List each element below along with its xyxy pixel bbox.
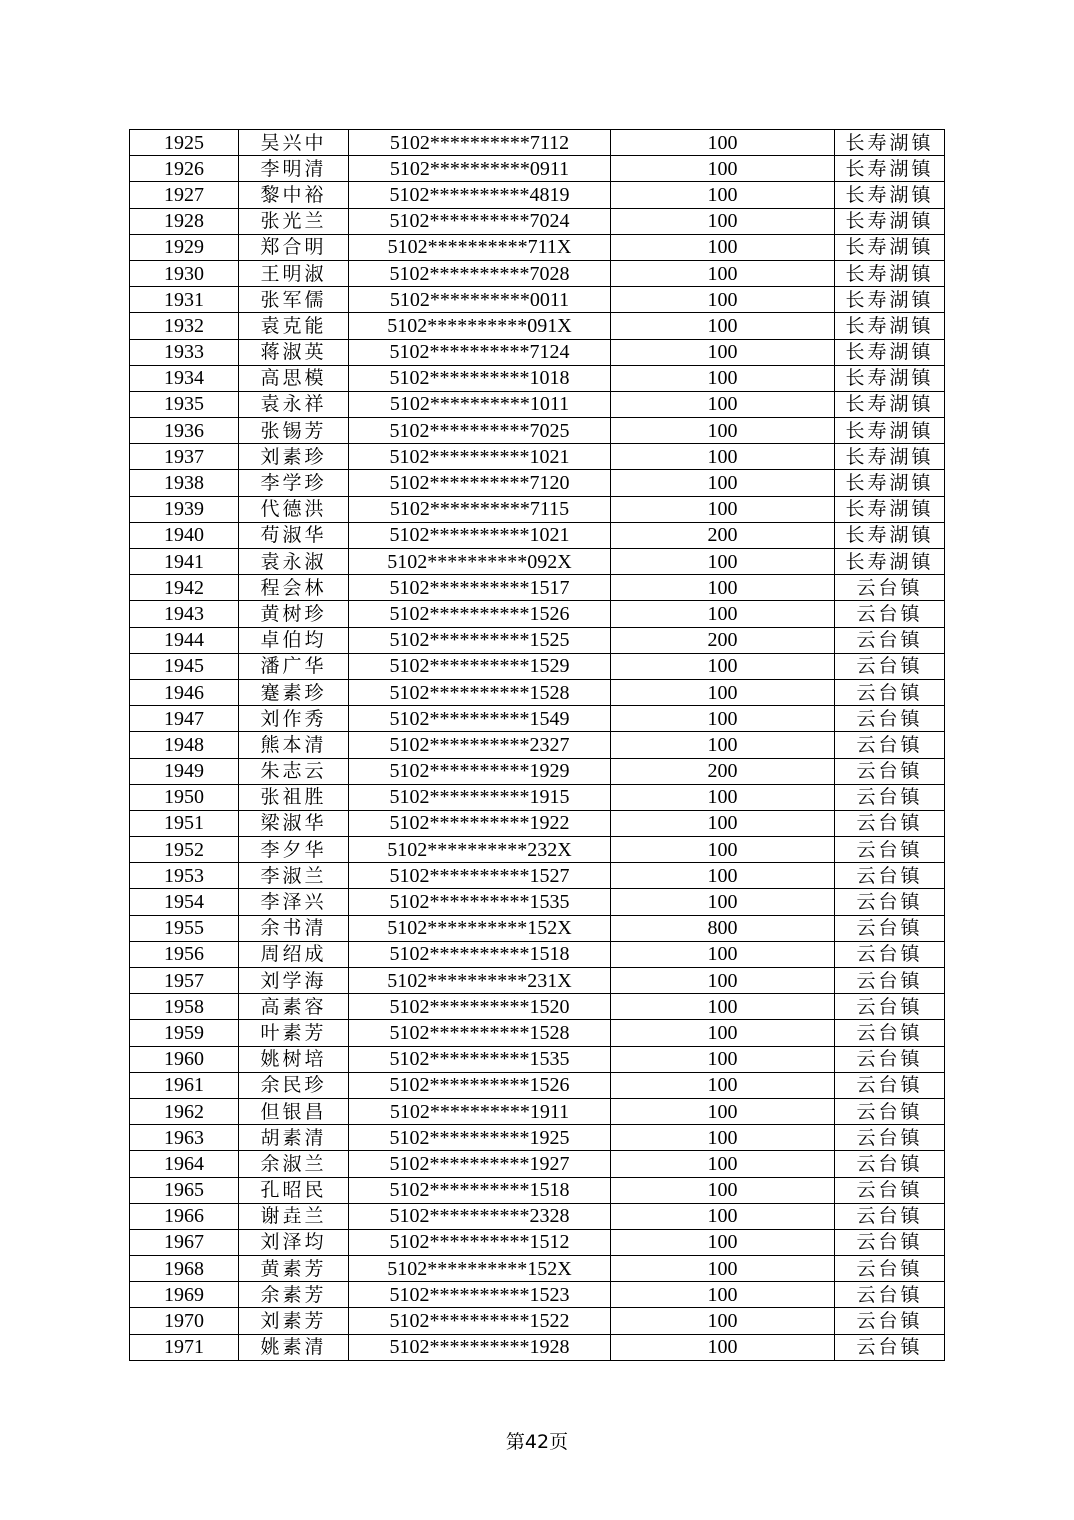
id-number-cell: 5102**********1529 <box>349 653 611 679</box>
name-cell: 张军儒 <box>239 287 349 313</box>
table-row <box>130 444 945 470</box>
table-row <box>130 994 945 1020</box>
table-body <box>130 130 945 1361</box>
id-number-cell: 5102**********1528 <box>349 679 611 705</box>
id-number-cell: 5102**********711X <box>349 234 611 260</box>
amount-cell: 100 <box>611 837 835 863</box>
amount-cell: 100 <box>611 1125 835 1151</box>
town-cell: 云台镇 <box>835 732 945 758</box>
name-cell: 熊本清 <box>239 732 349 758</box>
name-cell: 李夕华 <box>239 837 349 863</box>
town-cell: 长寿湖镇 <box>835 365 945 391</box>
table-row <box>130 1282 945 1308</box>
id-number-cell: 5102**********1911 <box>349 1098 611 1124</box>
name-cell: 余民珍 <box>239 1072 349 1098</box>
id-number-cell: 5102**********1011 <box>349 391 611 417</box>
serial-number-cell: 1950 <box>130 784 239 810</box>
serial-number-cell: 1959 <box>130 1020 239 1046</box>
name-cell: 蒋淑英 <box>239 339 349 365</box>
town-cell: 长寿湖镇 <box>835 339 945 365</box>
amount-cell: 100 <box>611 365 835 391</box>
table-row <box>130 1334 945 1360</box>
town-cell: 云台镇 <box>835 1177 945 1203</box>
town-cell: 云台镇 <box>835 915 945 941</box>
id-number-cell: 5102**********1517 <box>349 575 611 601</box>
town-cell: 云台镇 <box>835 889 945 915</box>
id-number-cell: 5102**********1520 <box>349 994 611 1020</box>
id-number-cell: 5102**********1512 <box>349 1229 611 1255</box>
id-number-cell: 5102**********092X <box>349 549 611 575</box>
table-row <box>130 653 945 679</box>
table-row <box>130 810 945 836</box>
name-cell: 李淑兰 <box>239 863 349 889</box>
amount-cell: 200 <box>611 522 835 548</box>
town-cell: 云台镇 <box>835 601 945 627</box>
town-cell: 长寿湖镇 <box>835 287 945 313</box>
serial-number-cell: 1946 <box>130 679 239 705</box>
recipient-table <box>129 129 945 1361</box>
name-cell: 但银昌 <box>239 1098 349 1124</box>
table-row <box>130 1098 945 1124</box>
serial-number-cell: 1933 <box>130 339 239 365</box>
table-row <box>130 260 945 286</box>
table-row <box>130 627 945 653</box>
town-cell: 长寿湖镇 <box>835 418 945 444</box>
serial-number-cell: 1955 <box>130 915 239 941</box>
id-number-cell: 5102**********7025 <box>349 418 611 444</box>
serial-number-cell: 1944 <box>130 627 239 653</box>
name-cell: 李明清 <box>239 156 349 182</box>
table-row <box>130 1125 945 1151</box>
amount-cell: 100 <box>611 1282 835 1308</box>
serial-number-cell: 1954 <box>130 889 239 915</box>
id-number-cell: 5102**********2327 <box>349 732 611 758</box>
name-cell: 代德洪 <box>239 496 349 522</box>
id-number-cell: 5102**********1525 <box>349 627 611 653</box>
id-number-cell: 5102**********232X <box>349 837 611 863</box>
amount-cell: 100 <box>611 182 835 208</box>
serial-number-cell: 1953 <box>130 863 239 889</box>
town-cell: 云台镇 <box>835 1334 945 1360</box>
town-cell: 云台镇 <box>835 1229 945 1255</box>
town-cell: 长寿湖镇 <box>835 182 945 208</box>
name-cell: 王明淑 <box>239 260 349 286</box>
name-cell: 高思模 <box>239 365 349 391</box>
town-cell: 长寿湖镇 <box>835 522 945 548</box>
id-number-cell: 5102**********1021 <box>349 444 611 470</box>
serial-number-cell: 1968 <box>130 1256 239 1282</box>
serial-number-cell: 1970 <box>130 1308 239 1334</box>
amount-cell: 100 <box>611 156 835 182</box>
amount-cell: 100 <box>611 784 835 810</box>
name-cell: 蹇素珍 <box>239 679 349 705</box>
amount-cell: 100 <box>611 1151 835 1177</box>
table-row <box>130 601 945 627</box>
id-number-cell: 5102**********0011 <box>349 287 611 313</box>
amount-cell: 100 <box>611 313 835 339</box>
town-cell: 云台镇 <box>835 1125 945 1151</box>
table-row <box>130 522 945 548</box>
table-row <box>130 837 945 863</box>
table-row <box>130 182 945 208</box>
town-cell: 云台镇 <box>835 679 945 705</box>
name-cell: 袁永淑 <box>239 549 349 575</box>
serial-number-cell: 1947 <box>130 706 239 732</box>
name-cell: 周绍成 <box>239 941 349 967</box>
table-row <box>130 549 945 575</box>
town-cell: 云台镇 <box>835 968 945 994</box>
town-cell: 云台镇 <box>835 1282 945 1308</box>
amount-cell: 100 <box>611 968 835 994</box>
table-row <box>130 1229 945 1255</box>
serial-number-cell: 1936 <box>130 418 239 444</box>
amount-cell: 100 <box>611 810 835 836</box>
id-number-cell: 5102**********091X <box>349 313 611 339</box>
name-cell: 孔昭民 <box>239 1177 349 1203</box>
town-cell: 云台镇 <box>835 863 945 889</box>
id-number-cell: 5102**********1518 <box>349 1177 611 1203</box>
id-number-cell: 5102**********0911 <box>349 156 611 182</box>
serial-number-cell: 1929 <box>130 234 239 260</box>
name-cell: 卓伯均 <box>239 627 349 653</box>
id-number-cell: 5102**********7115 <box>349 496 611 522</box>
id-number-cell: 5102**********1549 <box>349 706 611 732</box>
name-cell: 吴兴中 <box>239 130 349 156</box>
amount-cell: 100 <box>611 1334 835 1360</box>
town-cell: 长寿湖镇 <box>835 444 945 470</box>
name-cell: 黎中裕 <box>239 182 349 208</box>
amount-cell: 100 <box>611 732 835 758</box>
id-number-cell: 5102**********231X <box>349 968 611 994</box>
id-number-cell: 5102**********1927 <box>349 1151 611 1177</box>
table-row <box>130 915 945 941</box>
serial-number-cell: 1949 <box>130 758 239 784</box>
amount-cell: 100 <box>611 706 835 732</box>
amount-cell: 100 <box>611 260 835 286</box>
name-cell: 黄树珍 <box>239 601 349 627</box>
table-row <box>130 968 945 994</box>
serial-number-cell: 1963 <box>130 1125 239 1151</box>
table-row <box>130 758 945 784</box>
name-cell: 袁永祥 <box>239 391 349 417</box>
amount-cell: 100 <box>611 1203 835 1229</box>
id-number-cell: 5102**********1527 <box>349 863 611 889</box>
serial-number-cell: 1962 <box>130 1098 239 1124</box>
name-cell: 刘素芳 <box>239 1308 349 1334</box>
name-cell: 张锡芳 <box>239 418 349 444</box>
amount-cell: 100 <box>611 444 835 470</box>
name-cell: 胡素清 <box>239 1125 349 1151</box>
amount-cell: 100 <box>611 234 835 260</box>
id-number-cell: 5102**********7120 <box>349 470 611 496</box>
table-row <box>130 470 945 496</box>
table-row <box>130 1072 945 1098</box>
serial-number-cell: 1952 <box>130 837 239 863</box>
serial-number-cell: 1934 <box>130 365 239 391</box>
town-cell: 云台镇 <box>835 994 945 1020</box>
amount-cell: 100 <box>611 994 835 1020</box>
town-cell: 长寿湖镇 <box>835 496 945 522</box>
serial-number-cell: 1948 <box>130 732 239 758</box>
serial-number-cell: 1961 <box>130 1072 239 1098</box>
table-row <box>130 784 945 810</box>
amount-cell: 100 <box>611 1046 835 1072</box>
serial-number-cell: 1932 <box>130 313 239 339</box>
name-cell: 黄素芳 <box>239 1256 349 1282</box>
name-cell: 余素芳 <box>239 1282 349 1308</box>
serial-number-cell: 1958 <box>130 994 239 1020</box>
serial-number-cell: 1935 <box>130 391 239 417</box>
table-row <box>130 679 945 705</box>
serial-number-cell: 1927 <box>130 182 239 208</box>
id-number-cell: 5102**********1929 <box>349 758 611 784</box>
name-cell: 朱志云 <box>239 758 349 784</box>
amount-cell: 100 <box>611 1308 835 1334</box>
town-cell: 长寿湖镇 <box>835 130 945 156</box>
table-row <box>130 391 945 417</box>
name-cell: 余书清 <box>239 915 349 941</box>
serial-number-cell: 1960 <box>130 1046 239 1072</box>
table-row <box>130 1177 945 1203</box>
amount-cell: 100 <box>611 863 835 889</box>
town-cell: 云台镇 <box>835 627 945 653</box>
id-number-cell: 5102**********1535 <box>349 889 611 915</box>
town-cell: 云台镇 <box>835 575 945 601</box>
name-cell: 郑合明 <box>239 234 349 260</box>
amount-cell: 100 <box>611 889 835 915</box>
serial-number-cell: 1942 <box>130 575 239 601</box>
name-cell: 李泽兴 <box>239 889 349 915</box>
table-row <box>130 1020 945 1046</box>
id-number-cell: 5102**********1522 <box>349 1308 611 1334</box>
town-cell: 云台镇 <box>835 1020 945 1046</box>
amount-cell: 100 <box>611 496 835 522</box>
name-cell: 潘广华 <box>239 653 349 679</box>
serial-number-cell: 1971 <box>130 1334 239 1360</box>
town-cell: 云台镇 <box>835 1046 945 1072</box>
town-cell: 长寿湖镇 <box>835 260 945 286</box>
name-cell: 姚素清 <box>239 1334 349 1360</box>
amount-cell: 100 <box>611 575 835 601</box>
amount-cell: 200 <box>611 758 835 784</box>
name-cell: 苟淑华 <box>239 522 349 548</box>
table-row <box>130 496 945 522</box>
town-cell: 云台镇 <box>835 810 945 836</box>
id-number-cell: 5102**********1526 <box>349 601 611 627</box>
town-cell: 云台镇 <box>835 1203 945 1229</box>
serial-number-cell: 1930 <box>130 260 239 286</box>
table-row <box>130 941 945 967</box>
id-number-cell: 5102**********2328 <box>349 1203 611 1229</box>
id-number-cell: 5102**********1518 <box>349 941 611 967</box>
town-cell: 云台镇 <box>835 653 945 679</box>
table-row <box>130 575 945 601</box>
name-cell: 李学珍 <box>239 470 349 496</box>
amount-cell: 100 <box>611 1256 835 1282</box>
table-row <box>130 1046 945 1072</box>
name-cell: 刘学海 <box>239 968 349 994</box>
id-number-cell: 5102**********152X <box>349 915 611 941</box>
table-row <box>130 1151 945 1177</box>
id-number-cell: 5102**********152X <box>349 1256 611 1282</box>
town-cell: 长寿湖镇 <box>835 313 945 339</box>
table-row <box>130 234 945 260</box>
serial-number-cell: 1937 <box>130 444 239 470</box>
table-row <box>130 287 945 313</box>
table-row <box>130 732 945 758</box>
amount-cell: 100 <box>611 130 835 156</box>
amount-cell: 100 <box>611 1072 835 1098</box>
serial-number-cell: 1956 <box>130 941 239 967</box>
serial-number-cell: 1928 <box>130 208 239 234</box>
table-row <box>130 208 945 234</box>
name-cell: 叶素芳 <box>239 1020 349 1046</box>
town-cell: 长寿湖镇 <box>835 391 945 417</box>
table-row <box>130 889 945 915</box>
town-cell: 云台镇 <box>835 784 945 810</box>
amount-cell: 100 <box>611 1229 835 1255</box>
name-cell: 谢垚兰 <box>239 1203 349 1229</box>
id-number-cell: 5102**********7028 <box>349 260 611 286</box>
id-number-cell: 5102**********1925 <box>349 1125 611 1151</box>
serial-number-cell: 1943 <box>130 601 239 627</box>
serial-number-cell: 1969 <box>130 1282 239 1308</box>
name-cell: 姚树培 <box>239 1046 349 1072</box>
serial-number-cell: 1925 <box>130 130 239 156</box>
table-row <box>130 365 945 391</box>
amount-cell: 100 <box>611 208 835 234</box>
amount-cell: 800 <box>611 915 835 941</box>
serial-number-cell: 1938 <box>130 470 239 496</box>
serial-number-cell: 1945 <box>130 653 239 679</box>
id-number-cell: 5102**********7024 <box>349 208 611 234</box>
town-cell: 云台镇 <box>835 1072 945 1098</box>
amount-cell: 100 <box>611 549 835 575</box>
id-number-cell: 5102**********1018 <box>349 365 611 391</box>
amount-cell: 100 <box>611 653 835 679</box>
table-row <box>130 156 945 182</box>
amount-cell: 100 <box>611 287 835 313</box>
town-cell: 长寿湖镇 <box>835 549 945 575</box>
serial-number-cell: 1957 <box>130 968 239 994</box>
name-cell: 余淑兰 <box>239 1151 349 1177</box>
id-number-cell: 5102**********1528 <box>349 1020 611 1046</box>
town-cell: 云台镇 <box>835 1098 945 1124</box>
amount-cell: 100 <box>611 470 835 496</box>
serial-number-cell: 1941 <box>130 549 239 575</box>
page-number: 第42页 <box>505 1431 569 1453</box>
table-row <box>130 1203 945 1229</box>
id-number-cell: 5102**********7112 <box>349 130 611 156</box>
town-cell: 云台镇 <box>835 706 945 732</box>
amount-cell: 100 <box>611 418 835 444</box>
id-number-cell: 5102**********1021 <box>349 522 611 548</box>
amount-cell: 100 <box>611 1098 835 1124</box>
town-cell: 云台镇 <box>835 758 945 784</box>
table-row <box>130 313 945 339</box>
id-number-cell: 5102**********1535 <box>349 1046 611 1072</box>
name-cell: 刘泽均 <box>239 1229 349 1255</box>
town-cell: 长寿湖镇 <box>835 470 945 496</box>
id-number-cell: 5102**********1922 <box>349 810 611 836</box>
amount-cell: 100 <box>611 1020 835 1046</box>
town-cell: 长寿湖镇 <box>835 234 945 260</box>
name-cell: 刘作秀 <box>239 706 349 732</box>
serial-number-cell: 1965 <box>130 1177 239 1203</box>
name-cell: 袁克能 <box>239 313 349 339</box>
recipient-table-container <box>129 129 945 1361</box>
table-row <box>130 339 945 365</box>
name-cell: 张光兰 <box>239 208 349 234</box>
name-cell: 张祖胜 <box>239 784 349 810</box>
id-number-cell: 5102**********1523 <box>349 1282 611 1308</box>
table-row <box>130 706 945 732</box>
serial-number-cell: 1939 <box>130 496 239 522</box>
amount-cell: 100 <box>611 941 835 967</box>
name-cell: 程会林 <box>239 575 349 601</box>
town-cell: 云台镇 <box>835 837 945 863</box>
serial-number-cell: 1967 <box>130 1229 239 1255</box>
id-number-cell: 5102**********7124 <box>349 339 611 365</box>
serial-number-cell: 1926 <box>130 156 239 182</box>
town-cell: 云台镇 <box>835 941 945 967</box>
table-row <box>130 130 945 156</box>
town-cell: 云台镇 <box>835 1151 945 1177</box>
id-number-cell: 5102**********4819 <box>349 182 611 208</box>
table-row <box>130 418 945 444</box>
amount-cell: 100 <box>611 391 835 417</box>
amount-cell: 100 <box>611 679 835 705</box>
amount-cell: 100 <box>611 339 835 365</box>
serial-number-cell: 1966 <box>130 1203 239 1229</box>
name-cell: 梁淑华 <box>239 810 349 836</box>
table-row <box>130 1308 945 1334</box>
serial-number-cell: 1964 <box>130 1151 239 1177</box>
amount-cell: 200 <box>611 627 835 653</box>
town-cell: 长寿湖镇 <box>835 208 945 234</box>
town-cell: 长寿湖镇 <box>835 156 945 182</box>
amount-cell: 100 <box>611 601 835 627</box>
table-row <box>130 1256 945 1282</box>
name-cell: 高素容 <box>239 994 349 1020</box>
id-number-cell: 5102**********1526 <box>349 1072 611 1098</box>
table-row <box>130 863 945 889</box>
serial-number-cell: 1931 <box>130 287 239 313</box>
serial-number-cell: 1940 <box>130 522 239 548</box>
amount-cell: 100 <box>611 1177 835 1203</box>
name-cell: 刘素珍 <box>239 444 349 470</box>
town-cell: 云台镇 <box>835 1308 945 1334</box>
town-cell: 云台镇 <box>835 1256 945 1282</box>
serial-number-cell: 1951 <box>130 810 239 836</box>
id-number-cell: 5102**********1928 <box>349 1334 611 1360</box>
id-number-cell: 5102**********1915 <box>349 784 611 810</box>
